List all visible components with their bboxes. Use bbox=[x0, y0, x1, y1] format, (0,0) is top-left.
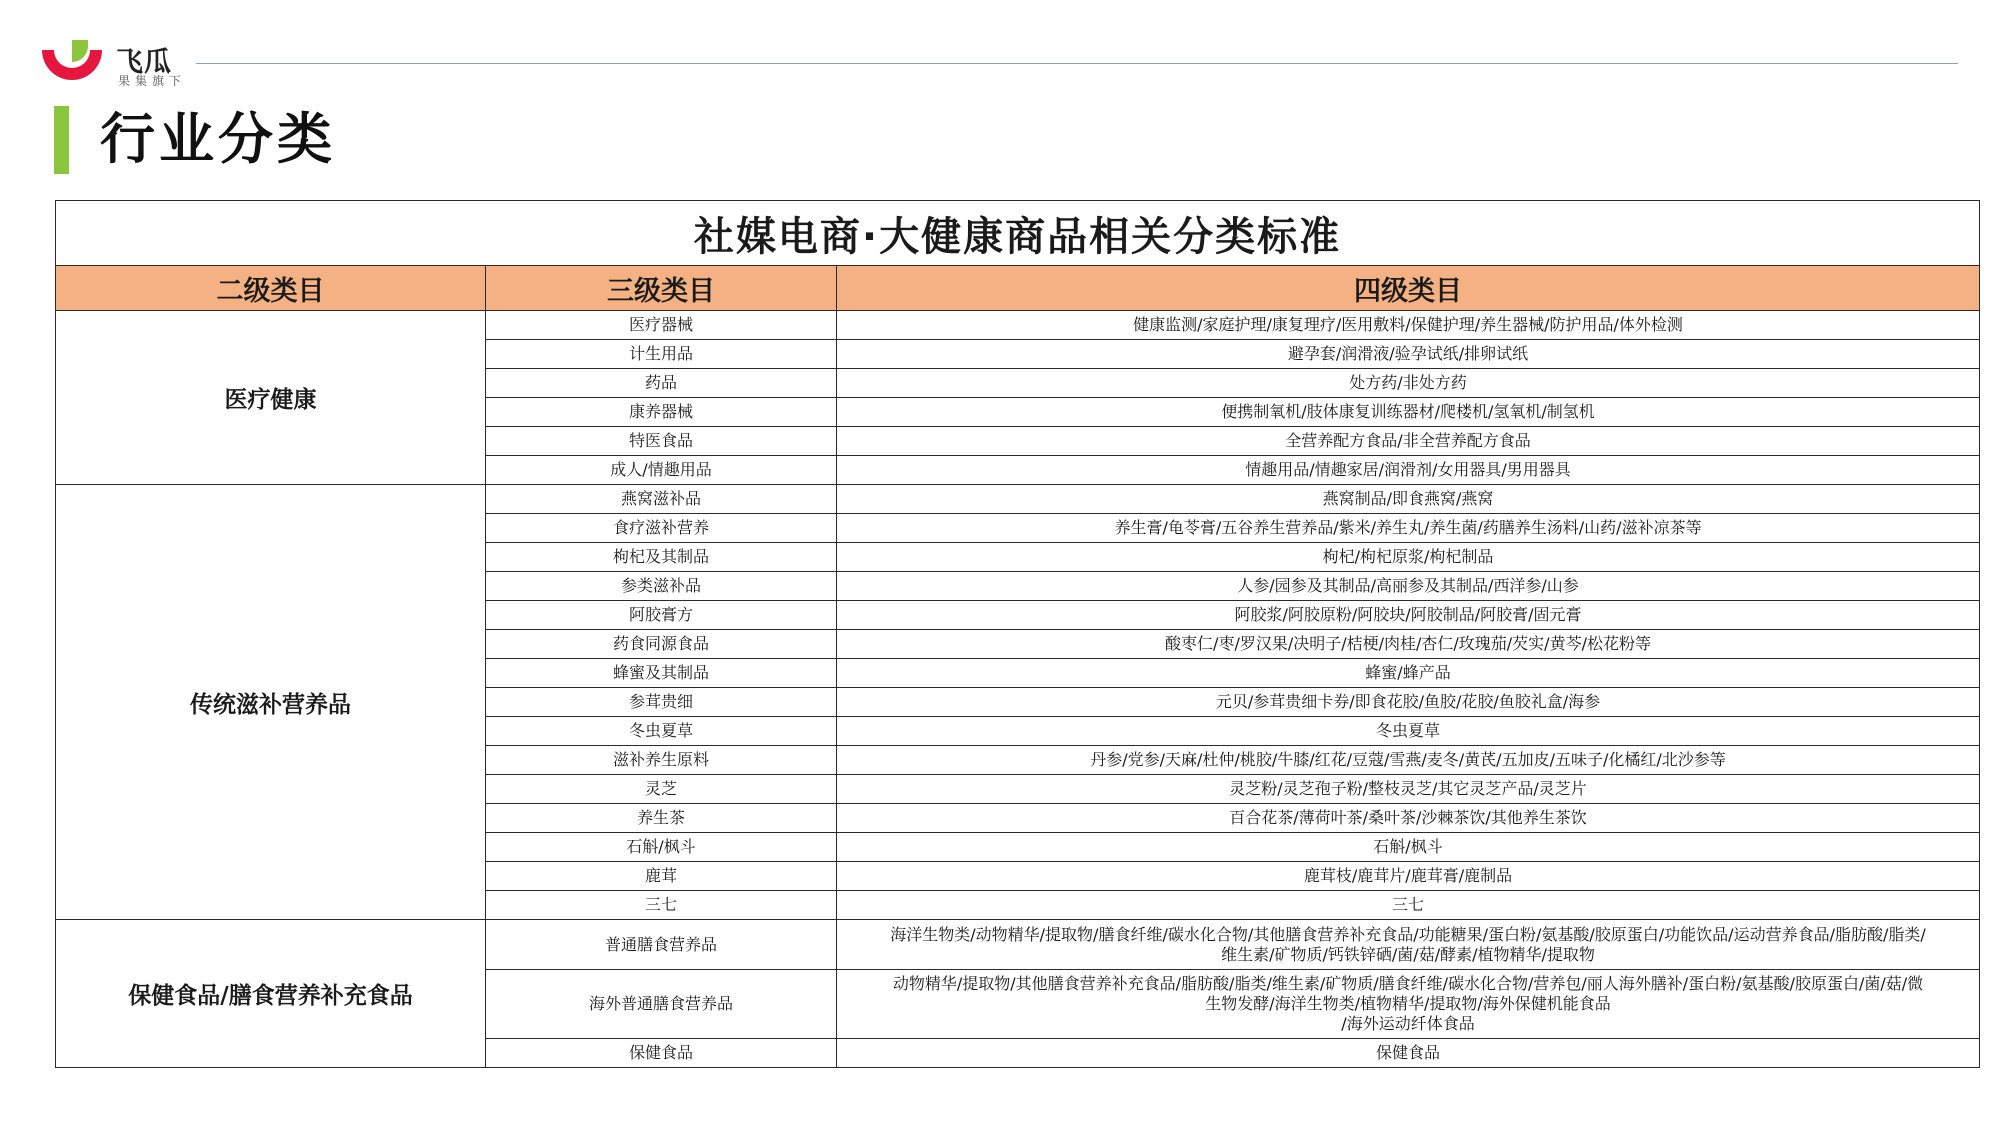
level3-category: 参类滋补品 bbox=[486, 572, 837, 601]
header-level2: 二级类目 bbox=[56, 266, 486, 311]
title-accent-bar bbox=[54, 106, 69, 174]
level4-categories: 灵芝粉/灵芝孢子粉/整枝灵芝/其它灵芝产品/灵芝片 bbox=[837, 775, 1980, 804]
level3-category: 医疗器械 bbox=[486, 311, 837, 340]
feigua-logo-icon bbox=[38, 40, 106, 90]
level4-categories: 燕窝制品/即食燕窝/燕窝 bbox=[837, 485, 1980, 514]
level3-category: 保健食品 bbox=[486, 1039, 837, 1068]
level4-categories: 避孕套/润滑液/验孕试纸/排卵试纸 bbox=[837, 340, 1980, 369]
level3-category: 药品 bbox=[486, 369, 837, 398]
table-row bbox=[56, 311, 1980, 340]
level3-category: 成人/情趣用品 bbox=[486, 456, 837, 485]
level4-categories: 处方药/非处方药 bbox=[837, 369, 1980, 398]
level4-categories: 酸枣仁/枣/罗汉果/决明子/桔梗/肉桂/杏仁/玫瑰茄/芡实/黄芩/松花粉等 bbox=[837, 630, 1980, 659]
level4-categories: 冬虫夏草 bbox=[837, 717, 1980, 746]
level4-categories: 石斛/枫斗 bbox=[837, 833, 1980, 862]
brand-subtitle: 果集旗下 bbox=[118, 74, 187, 88]
level4-categories: 鹿茸枝/鹿茸片/鹿茸膏/鹿制品 bbox=[837, 862, 1980, 891]
level4-categories: 百合花茶/薄荷叶茶/桑叶茶/沙棘茶饮/其他养生茶饮 bbox=[837, 804, 1980, 833]
level3-category: 石斛/枫斗 bbox=[486, 833, 837, 862]
level4-categories: 人参/园参及其制品/高丽参及其制品/西洋参/山参 bbox=[837, 572, 1980, 601]
level4-categories: 枸杞/枸杞原浆/枸杞制品 bbox=[837, 543, 1980, 572]
level4-categories: 全营养配方食品/非全营养配方食品 bbox=[837, 427, 1980, 456]
level4-categories: 阿胶浆/阿胶原粉/阿胶块/阿胶制品/阿胶膏/固元膏 bbox=[837, 601, 1980, 630]
category-table bbox=[55, 200, 1980, 1068]
level3-category: 养生茶 bbox=[486, 804, 837, 833]
header-level4: 四级类目 bbox=[837, 266, 1980, 311]
level4-categories: 保健食品 bbox=[837, 1039, 1980, 1068]
level3-category: 特医食品 bbox=[486, 427, 837, 456]
level3-category: 药食同源食品 bbox=[486, 630, 837, 659]
level3-category: 冬虫夏草 bbox=[486, 717, 837, 746]
table-row bbox=[56, 485, 1980, 514]
level2-category: 保健食品/膳食营养补充食品 bbox=[56, 920, 486, 1068]
level4-line: 生物发酵/海洋生物类/植物精华/提取物/海外保健机能食品 bbox=[1205, 994, 1611, 1013]
level3-category: 三七 bbox=[486, 891, 837, 920]
level4-categories: 丹参/党参/天麻/杜仲/桃胶/牛膝/红花/豆蔻/雪燕/麦冬/黄芪/五加皮/五味子/化橘红/北沙参等 bbox=[837, 746, 1980, 775]
level3-category: 鹿茸 bbox=[486, 862, 837, 891]
level4-line: 维生素/矿物质/钙铁锌硒/菌/菇/酵素/植物精华/提取物 bbox=[1221, 944, 1595, 964]
level4-categories: 便携制氧机/肢体康复训练器材/爬楼机/氢氧机/制氢机 bbox=[837, 398, 1980, 427]
level3-category: 滋补养生原料 bbox=[486, 746, 837, 775]
level3-category: 计生用品 bbox=[486, 340, 837, 369]
level4-line: 动物精华/提取物/其他膳食营养补充食品/脂肪酸/脂类/维生素/矿物质/膳食纤维/碳水化合物/营养包/丽人海外膳补/蛋白粉/氨基酸/胶原蛋白/菌/菇/微 bbox=[892, 974, 1924, 993]
level4-categories: 蜂蜜/蜂产品 bbox=[837, 659, 1980, 688]
header-level3: 三级类目 bbox=[486, 266, 837, 311]
level4-line: /海外运动纤体食品 bbox=[1341, 1014, 1475, 1033]
level4-categories: 情趣用品/情趣家居/润滑剂/女用器具/男用器具 bbox=[837, 456, 1980, 485]
level3-category: 康养器械 bbox=[486, 398, 837, 427]
level4-line: 海洋生物类/动物精华/提取物/膳食纤维/碳水化合物/其他膳食营养补充食品/功能糖果/蛋白粉/氨基酸/胶原蛋白/功能饮品/运动营养食品/脂肪酸/脂类/ bbox=[890, 924, 1926, 944]
level3-category: 燕窝滋补品 bbox=[486, 485, 837, 514]
level4-categories bbox=[837, 970, 1980, 1039]
level3-category: 枸杞及其制品 bbox=[486, 543, 837, 572]
brand-logo bbox=[38, 38, 208, 92]
level4-categories: 养生膏/龟苓膏/五谷养生营养品/紫米/养生丸/养生菌/药膳养生汤料/山药/滋补凉茶等 bbox=[837, 514, 1980, 543]
brand-name: 飞瓜 bbox=[116, 47, 172, 78]
level3-category: 灵芝 bbox=[486, 775, 837, 804]
level4-categories: 三七 bbox=[837, 891, 1980, 920]
table-row bbox=[56, 920, 1980, 970]
level2-category: 传统滋补营养品 bbox=[56, 485, 486, 920]
level3-category: 食疗滋补营养 bbox=[486, 514, 837, 543]
level2-category: 医疗健康 bbox=[56, 311, 486, 485]
level3-category: 海外普通膳食营养品 bbox=[486, 970, 837, 1039]
header-divider bbox=[196, 63, 1958, 64]
page-title: 行业分类 bbox=[100, 107, 337, 171]
level4-categories: 健康监测/家庭护理/康复理疗/医用敷料/保健护理/养生器械/防护用品/体外检测 bbox=[837, 311, 1980, 340]
table-title: 社媒电商·大健康商品相关分类标准 bbox=[56, 201, 1980, 266]
level4-categories bbox=[837, 920, 1980, 970]
level3-category: 蜂蜜及其制品 bbox=[486, 659, 837, 688]
level3-category: 参茸贵细 bbox=[486, 688, 837, 717]
level4-categories: 元贝/参茸贵细卡券/即食花胶/鱼胶/花胶/鱼胶礼盒/海参 bbox=[837, 688, 1980, 717]
level3-category: 普通膳食营养品 bbox=[486, 920, 837, 970]
level3-category: 阿胶膏方 bbox=[486, 601, 837, 630]
